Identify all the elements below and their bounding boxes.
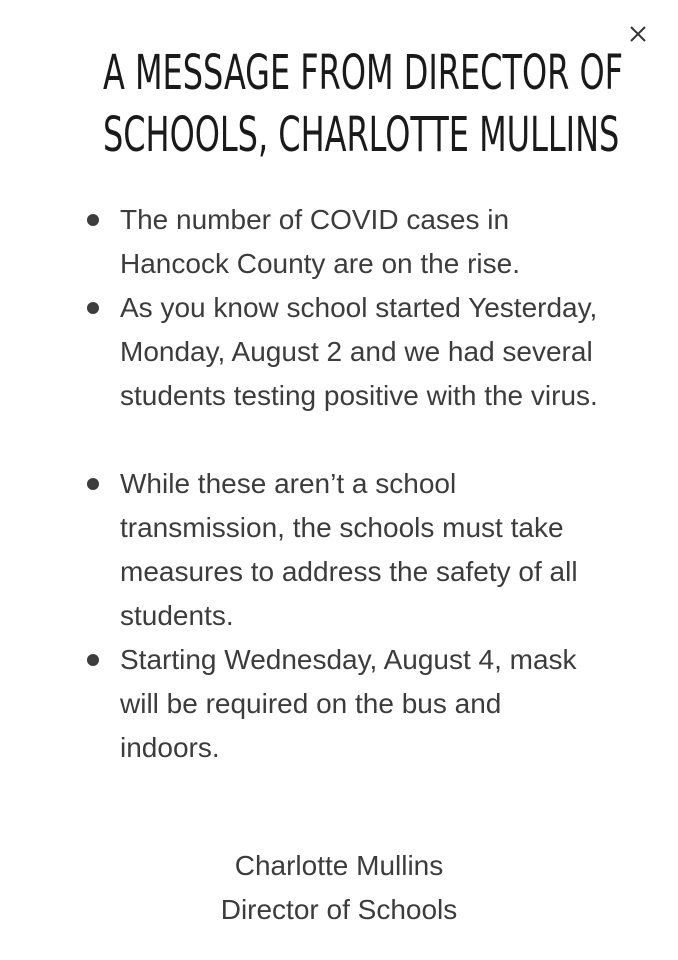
list-item [0, 638, 678, 770]
title-line: A MESSAGE FROM DIRECTOR OF [102, 45, 624, 101]
list-item-line: While these aren’t a school [120, 468, 457, 499]
signature-role: Director of Schools [220, 894, 458, 925]
bullet-icon [87, 302, 99, 314]
close-icon [626, 22, 650, 46]
bullet-icon [87, 214, 99, 226]
close-button[interactable] [626, 22, 650, 46]
signature [0, 844, 678, 932]
list-item-line: students testing positive with the virus. [120, 380, 598, 411]
bullet-icon [87, 654, 99, 666]
list-item [0, 462, 678, 638]
list-item-line: The number of COVID cases in [120, 204, 510, 235]
list-item-line: indoors. [120, 732, 220, 763]
list-item-line: Monday, August 2 and we had several [120, 336, 593, 367]
bullet-icon [87, 478, 99, 490]
list-item [0, 286, 678, 418]
message-list [0, 198, 678, 770]
signature-name: Charlotte Mullins [234, 850, 444, 881]
list-item-line: Starting Wednesday, August 4, mask [120, 644, 577, 675]
list-item-line: will be required on the bus and [120, 688, 502, 719]
list-item-line: As you know school started Yesterday, [120, 292, 598, 323]
title-line: SCHOOLS, CHARLOTTE MULLINS [102, 107, 620, 163]
list-item-line: measures to address the safety of all [120, 556, 578, 587]
page-title [102, 42, 624, 166]
list-item-line: Hancock County are on the rise. [120, 248, 520, 279]
list-item-line: students. [120, 600, 234, 631]
list-item-line: transmission, the schools must take [120, 512, 564, 543]
list-item [0, 198, 678, 286]
